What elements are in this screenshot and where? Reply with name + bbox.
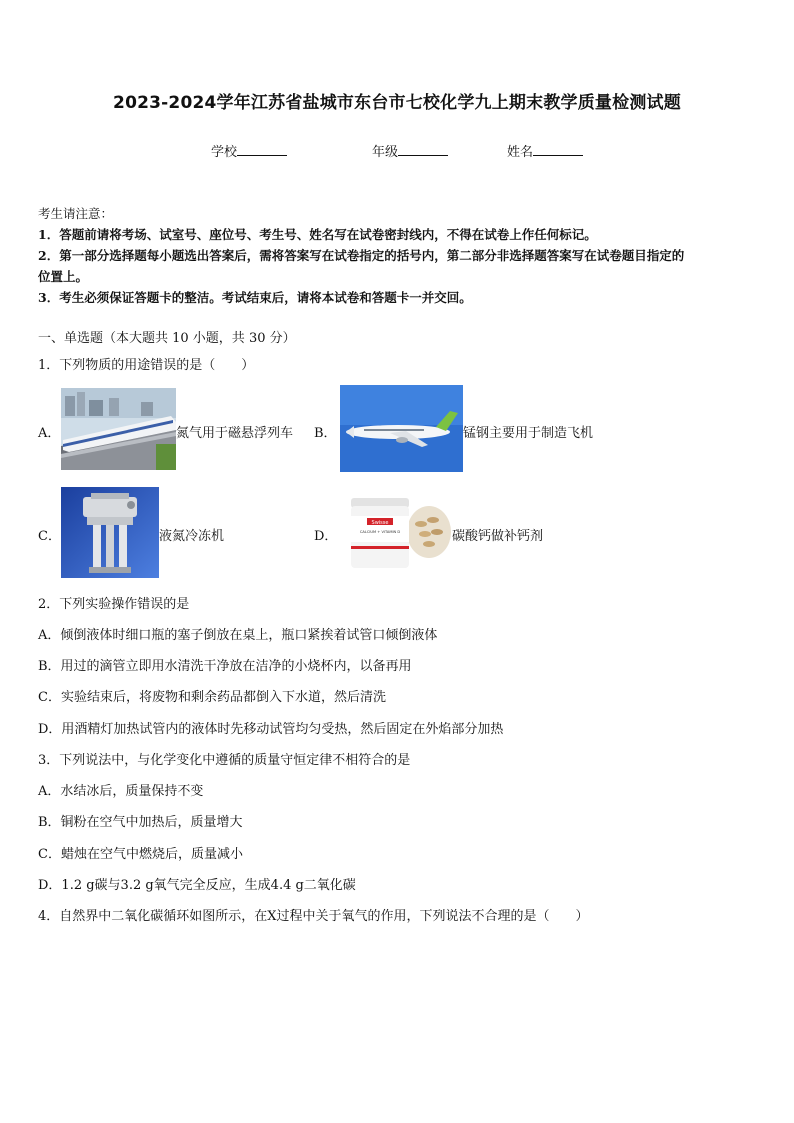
notice-item-2-cont: 位置上。 <box>38 269 89 284</box>
q1-option-b-text[interactable]: 锰钢主要用于制造飞机 <box>463 426 594 441</box>
school-label: 学校 <box>211 145 238 160</box>
notice-item-3: 3．考生必须保证答题卡的整洁。考试结束后，请将本试卷和答题卡一并交回。 <box>38 290 472 305</box>
grade-blank[interactable] <box>398 143 448 156</box>
exam-notice <box>38 203 763 308</box>
q2-option-b[interactable]: B．用过的滴管立即用水清洗干净放在洁净的小烧杯内，以备再用 <box>38 659 412 674</box>
grade-field[interactable] <box>372 141 448 160</box>
q2-stem: 2．下列实验操作错误的是 <box>38 597 190 612</box>
q1-option-d-text[interactable]: 碳酸钙做补钙剂 <box>452 529 544 544</box>
notice-item-1: 1．答题前请将考场、试室号、座位号、考生号、姓名写在试卷密封线内，不得在试卷上作任何标记。 <box>38 227 597 242</box>
maglev-train-image <box>61 388 176 470</box>
calcium-supplement-image <box>345 494 452 574</box>
school-field[interactable] <box>211 141 287 160</box>
q3-option-a[interactable]: A．水结冰后，质量保持不变 <box>38 784 204 799</box>
q1-option-b-letter[interactable]: B． <box>314 426 337 441</box>
airplane-image <box>340 385 463 472</box>
notice-heading: 考生请注意： <box>38 206 114 221</box>
liquid-nitrogen-freezer-image <box>61 487 159 578</box>
q3-option-b[interactable]: B．铜粉在空气中加热后，质量增大 <box>38 815 243 830</box>
q2-option-d[interactable]: D．用酒精灯加热试管内的液体时先移动试管均匀受热，然后固定在外焰部分加热 <box>38 722 504 737</box>
grade-label: 年级 <box>372 145 399 160</box>
name-field[interactable] <box>507 141 583 160</box>
name-blank[interactable] <box>533 143 583 156</box>
q1-option-a-letter[interactable]: A． <box>38 426 61 441</box>
jar-product-label: CALCIUM + VITAMIN D <box>359 530 401 534</box>
q1-option-c-text[interactable]: 液氮冷冻机 <box>159 529 225 544</box>
school-blank[interactable] <box>237 143 287 156</box>
q1-option-a-text[interactable]: 氮气用于磁悬浮列车 <box>176 426 294 441</box>
q1-option-d-letter[interactable]: D． <box>314 529 338 544</box>
q4-stem: 4．自然界中二氧化碳循环如图所示，在X过程中关于氧气的作用，下列说法不合理的是（ ） <box>38 909 589 924</box>
q1-option-c-letter[interactable]: C． <box>38 529 61 544</box>
q2-option-a[interactable]: A．倾倒液体时细口瓶的塞子倒放在桌上，瓶口紧挨着试管口倾倒液体 <box>38 628 438 643</box>
q1-stem: 1．下列物质的用途错误的是（ ） <box>38 358 255 373</box>
q3-option-d[interactable]: D．1.2 g碳与3.2 g氧气完全反应，生成4.4 g二氧化碳 <box>38 878 356 893</box>
q2-option-c[interactable]: C．实验结束后，将废物和剩余药品都倒入下水道，然后清洗 <box>38 690 386 705</box>
section-heading: 一、单选题（本大题共 10 小题，共 30 分） <box>38 331 296 346</box>
exam-title: 2023-2024学年江苏省盐城市东台市七校化学九上期末教学质量检测试题 <box>113 93 681 113</box>
notice-item-2: 2．第一部分选择题每小题选出答案后，需将答案写在试卷指定的括号内，第二部分非选择题答案写在试卷题目指定的 <box>38 248 685 263</box>
name-label: 姓名 <box>507 145 534 160</box>
jar-brand-label: Swisse <box>371 520 389 526</box>
q3-stem: 3．下列说法中，与化学变化中遵循的质量守恒定律不相符合的是 <box>38 753 411 768</box>
q3-option-c[interactable]: C．蜡烛在空气中燃烧后，质量减小 <box>38 847 243 862</box>
